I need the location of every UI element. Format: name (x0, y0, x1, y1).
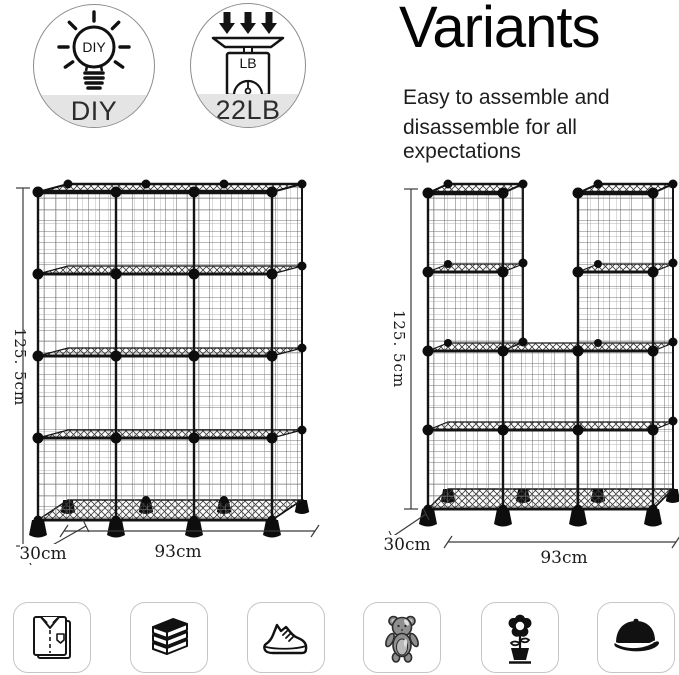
width-label: 93cm (154, 542, 202, 562)
shelf-feet (419, 509, 662, 527)
diy-badge (33, 4, 155, 128)
weight-capacity-badge (190, 3, 306, 128)
stacked-towels-icon (143, 612, 195, 664)
u-shape-shelf-diagram (378, 165, 679, 597)
depth-label: 30cm (383, 535, 431, 555)
storage-item-shirt (13, 602, 91, 673)
subtitle-line-1: Easy to assemble and (403, 86, 610, 109)
width-dimension (444, 536, 679, 568)
scale-unit-text: LB (239, 55, 257, 71)
storage-item-toys (363, 602, 441, 673)
potted-flower-icon (494, 612, 546, 664)
weight-badge-label: 22LB (215, 95, 281, 125)
diy-badge-label: DIY (70, 96, 118, 126)
teddy-bear-icon (376, 612, 428, 664)
storage-item-shoes (247, 602, 325, 673)
lightbulb-diy-icon (42, 9, 146, 95)
storage-item-towels (130, 602, 208, 673)
height-label: 125. 5cm (11, 327, 29, 407)
storage-item-plants (481, 602, 559, 673)
height-label: 125. 5cm (390, 309, 408, 389)
storage-item-hats (597, 602, 675, 673)
diy-badge-band (33, 95, 155, 128)
subtitle-line-2: disassemble for all expectations (403, 116, 577, 163)
depth-dimension (19, 520, 89, 565)
shelf-feet (29, 520, 281, 538)
scale-icon (203, 10, 293, 98)
page-title: Variants (399, 0, 600, 60)
width-dimension (60, 525, 319, 562)
weight-badge-band (190, 94, 306, 128)
depth-label: 30cm (19, 544, 67, 564)
height-dimension (390, 189, 418, 509)
depth-dimension (383, 508, 430, 555)
width-label: 93cm (540, 548, 588, 568)
bulb-text: DIY (82, 39, 106, 55)
sneaker-icon (260, 612, 312, 664)
baseball-cap-icon (610, 612, 662, 664)
shirt-icon (26, 612, 78, 664)
grid-shelf-diagram (0, 165, 350, 597)
height-dimension (11, 188, 30, 546)
